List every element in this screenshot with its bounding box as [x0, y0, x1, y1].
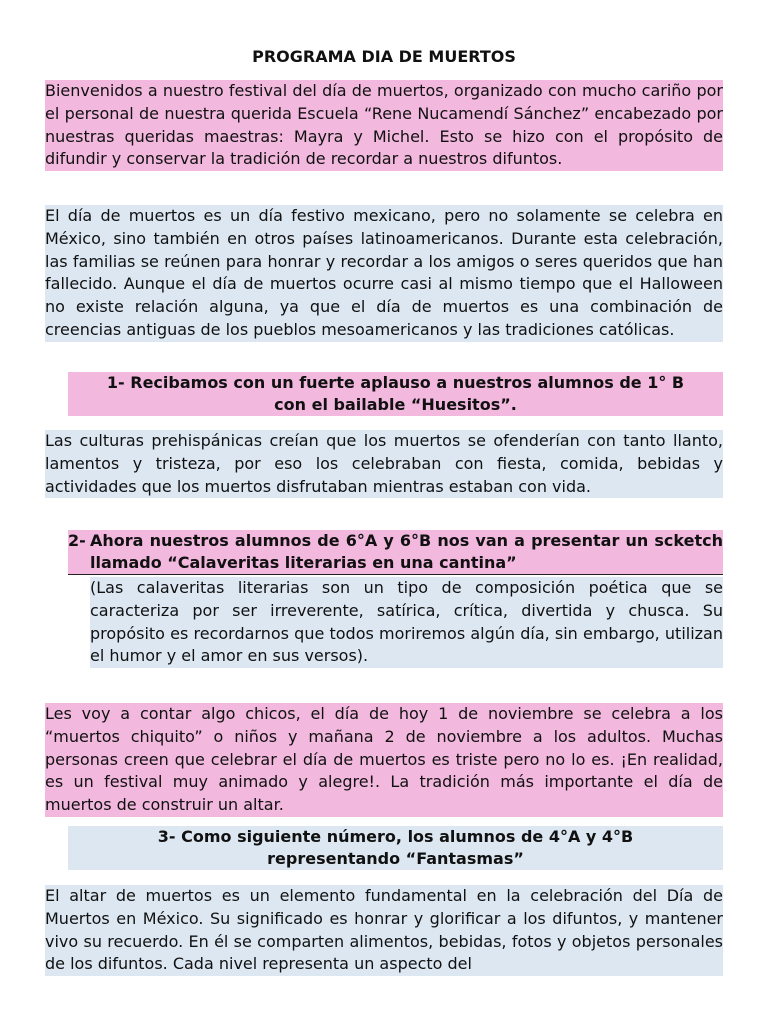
history-paragraph: El día de muertos es un día festivo mexicano, pero no solamente se celebra en México, sino también en otros países latinoamericanos. Durante esta celebración, las familias se reúnen para honrar y recordar a los amigos o seres queridos que han fallecido. Aunque el día de muertos ocurre casi al mismo tiempo que el Halloween no existe relación alguna, ya que el día de muertos es una combinación de creencias antiguas de los pueblos mesoamericanos y las tradiciones católicas.	[45, 205, 723, 342]
culture-paragraph: Las culturas prehispánicas creían que los muertos se ofenderían con tanto llanto, lamentos y tristeza, por eso los celebraban con fiesta, comida, bebidas y actividades que los muertos disfrutaban mientras estaban con vida.	[45, 430, 723, 498]
altar-paragraph: El altar de muertos es un elemento fundamental en la celebración del Día de Muertos en México. Su significado es honrar y glorificar a los difuntos, y mantener vivo su recuerdo. En él se comparten alimentos, bebidas, fotos y objetos personales de los difuntos. Cada nivel representa un aspecto del	[45, 885, 723, 976]
program-item-1-line2: con el bailable “Huesitos”.	[274, 395, 517, 414]
program-item-2	[68, 530, 723, 575]
calaveritas-note: (Las calaveritas literarias son un tipo de composición poética que se caracteriza por ser irreverente, satírica, crítica, divertida y chusca. Su propósito es recordarnos que todos moriremos algún día, sin embargo, utilizan el humor y el amor en sus versos).	[90, 577, 723, 668]
program-item-3	[68, 826, 723, 870]
intro-paragraph: Bienvenidos a nuestro festival del día de muertos, organizado con mucho cariño por el personal de nuestra querida Escuela “Rene Nucamendí Sánchez” encabezado por nuestras queridas maestras: Mayra y Michel. Esto se hizo con el propósito de difundir y conservar la tradición de recordar a nuestros difuntos.	[45, 80, 723, 171]
program-item-2-text: Ahora nuestros alumnos de 6°A y 6°B nos van a presentar un scketch llamado “Calaveritas literarias en una cantina”	[90, 531, 723, 572]
program-item-2-number: 2-	[68, 531, 86, 550]
story-paragraph: Les voy a contar algo chicos, el día de hoy 1 de noviembre se celebra a los “muertos chiquito” o niños y mañana 2 de noviembre a los adultos. Muchas personas creen que celebrar el día de muertos es triste pero no lo es. ¡En realidad, es un festival muy animado y alegre!. La tradición más importante el día de muertos de construir un altar.	[45, 703, 723, 817]
program-item-3-line1: Como siguiente número, los alumnos de 4°A y 4°B	[181, 827, 634, 846]
program-item-3-number: 3-	[157, 827, 176, 846]
program-item-3-line2: representando “Fantasmas”	[267, 849, 524, 868]
page-title: PROGRAMA DIA DE MUERTOS	[252, 47, 516, 66]
program-item-1-number: 1-	[106, 373, 125, 392]
program-item-1	[68, 372, 723, 416]
program-item-1-line1: Recibamos con un fuerte aplauso a nuestros alumnos de 1° B	[130, 373, 685, 392]
